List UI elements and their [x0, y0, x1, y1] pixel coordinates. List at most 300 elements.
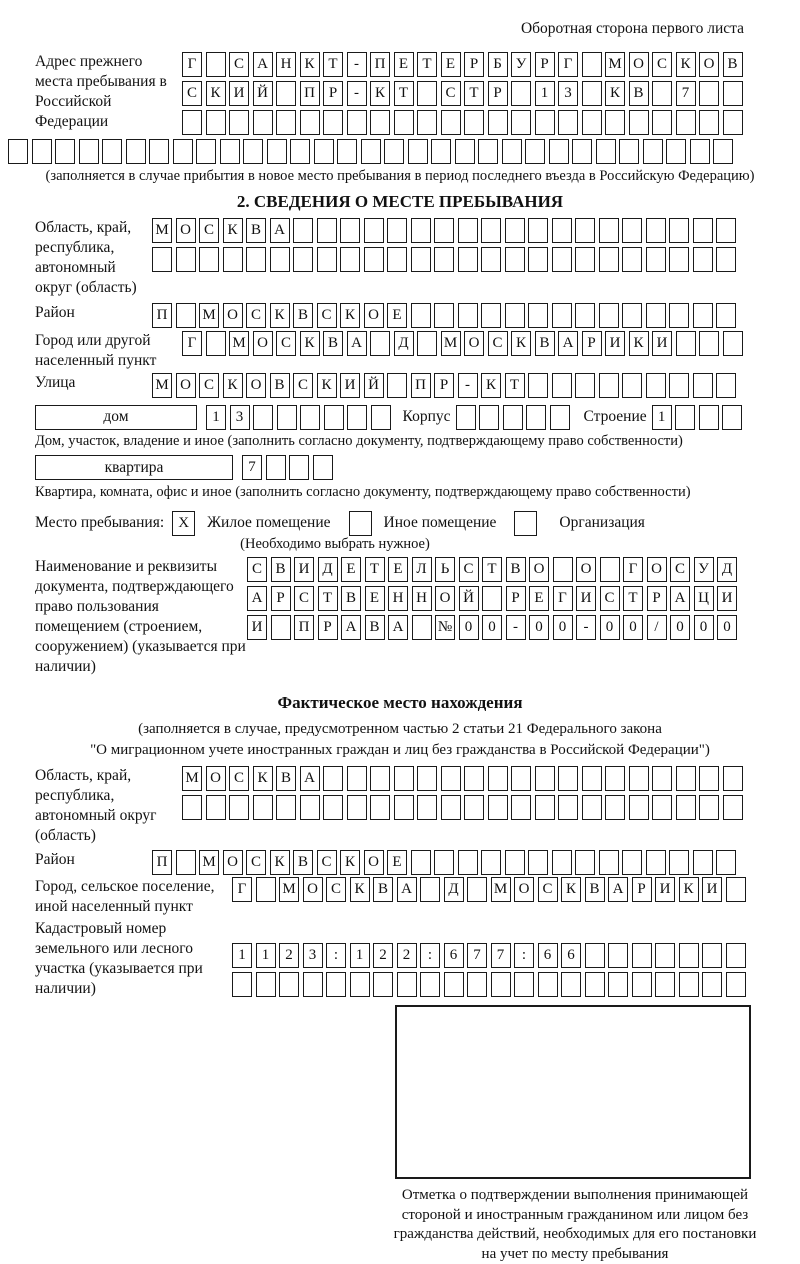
char-cell[interactable]	[599, 218, 619, 243]
char-cell[interactable]: В	[723, 52, 743, 77]
char-cell[interactable]: Т	[394, 81, 414, 106]
char-cell[interactable]	[370, 766, 390, 791]
char-cell[interactable]	[256, 972, 276, 997]
char-cell[interactable]	[558, 766, 578, 791]
char-cell[interactable]	[582, 795, 602, 820]
char-cell[interactable]: К	[206, 81, 226, 106]
char-cell[interactable]	[514, 972, 534, 997]
checkbox-org[interactable]	[514, 511, 537, 536]
char-cell[interactable]	[317, 218, 337, 243]
char-cell[interactable]	[434, 218, 454, 243]
char-cell[interactable]	[481, 247, 501, 272]
char-cell[interactable]	[622, 850, 642, 875]
char-cell[interactable]: Т	[417, 52, 437, 77]
char-cell[interactable]: 7	[242, 455, 262, 480]
char-cell[interactable]	[655, 972, 675, 997]
char-cell[interactable]: 0	[459, 615, 479, 640]
char-cell[interactable]: 6	[561, 943, 581, 968]
char-cell[interactable]	[552, 247, 572, 272]
char-cell[interactable]	[552, 850, 572, 875]
char-cell[interactable]	[669, 850, 689, 875]
char-cell[interactable]	[632, 943, 652, 968]
char-cell[interactable]	[481, 303, 501, 328]
char-cell[interactable]	[561, 972, 581, 997]
char-cell[interactable]	[723, 110, 743, 135]
char-cell[interactable]: С	[182, 81, 202, 106]
char-cell[interactable]	[412, 615, 432, 640]
char-cell[interactable]	[441, 766, 461, 791]
char-cell[interactable]: Р	[323, 81, 343, 106]
char-cell[interactable]: В	[629, 81, 649, 106]
char-cell[interactable]	[290, 139, 310, 164]
char-cell[interactable]	[652, 81, 672, 106]
char-cell[interactable]: К	[350, 877, 370, 902]
char-cell[interactable]: А	[300, 766, 320, 791]
char-cell[interactable]: К	[561, 877, 581, 902]
char-cell[interactable]: К	[340, 303, 360, 328]
char-cell[interactable]	[394, 795, 414, 820]
char-cell[interactable]: А	[270, 218, 290, 243]
char-cell[interactable]: 0	[529, 615, 549, 640]
char-cell[interactable]: К	[317, 373, 337, 398]
char-cell[interactable]	[323, 795, 343, 820]
char-cell[interactable]	[716, 218, 736, 243]
char-cell[interactable]: -	[347, 52, 367, 77]
char-cell[interactable]: О	[246, 373, 266, 398]
char-cell[interactable]	[455, 139, 475, 164]
char-cell[interactable]: 2	[279, 943, 299, 968]
char-cell[interactable]	[723, 795, 743, 820]
char-cell[interactable]: Е	[388, 557, 408, 582]
char-cell[interactable]	[253, 405, 273, 430]
char-cell[interactable]: О	[223, 850, 243, 875]
char-cell[interactable]	[726, 972, 746, 997]
char-cell[interactable]	[582, 110, 602, 135]
char-cell[interactable]: О	[253, 331, 273, 356]
char-cell[interactable]	[491, 972, 511, 997]
char-cell[interactable]	[528, 373, 548, 398]
char-cell[interactable]	[420, 972, 440, 997]
char-cell[interactable]: Й	[459, 586, 479, 611]
char-cell[interactable]: С	[538, 877, 558, 902]
char-cell[interactable]	[300, 110, 320, 135]
char-cell[interactable]	[397, 972, 417, 997]
char-cell[interactable]	[503, 405, 523, 430]
char-cell[interactable]: П	[300, 81, 320, 106]
char-cell[interactable]	[585, 972, 605, 997]
char-cell[interactable]	[632, 972, 652, 997]
char-cell[interactable]: Е	[387, 850, 407, 875]
char-cell[interactable]: С	[600, 586, 620, 611]
char-cell[interactable]	[549, 139, 569, 164]
char-cell[interactable]	[646, 218, 666, 243]
char-cell[interactable]	[79, 139, 99, 164]
char-cell[interactable]: П	[152, 850, 172, 875]
char-cell[interactable]	[716, 303, 736, 328]
char-cell[interactable]	[220, 139, 240, 164]
char-cell[interactable]	[599, 850, 619, 875]
char-cell[interactable]: 1	[350, 943, 370, 968]
char-cell[interactable]	[317, 247, 337, 272]
char-cell[interactable]	[575, 303, 595, 328]
char-cell[interactable]: Р	[434, 373, 454, 398]
char-cell[interactable]	[337, 139, 357, 164]
char-cell[interactable]: М	[229, 331, 249, 356]
char-cell[interactable]: О	[176, 373, 196, 398]
char-cell[interactable]: Т	[365, 557, 385, 582]
char-cell[interactable]: О	[223, 303, 243, 328]
char-cell[interactable]	[55, 139, 75, 164]
char-cell[interactable]: Е	[341, 557, 361, 582]
char-cell[interactable]	[528, 218, 548, 243]
char-cell[interactable]	[176, 247, 196, 272]
char-cell[interactable]: П	[370, 52, 390, 77]
char-cell[interactable]: 0	[717, 615, 737, 640]
char-cell[interactable]: О	[303, 877, 323, 902]
char-cell[interactable]: Н	[388, 586, 408, 611]
char-cell[interactable]: И	[294, 557, 314, 582]
char-cell[interactable]	[575, 247, 595, 272]
char-cell[interactable]	[535, 766, 555, 791]
char-cell[interactable]: Т	[505, 373, 525, 398]
char-cell[interactable]	[608, 943, 628, 968]
char-cell[interactable]	[267, 139, 287, 164]
char-cell[interactable]: И	[605, 331, 625, 356]
char-cell[interactable]	[478, 139, 498, 164]
char-cell[interactable]	[323, 766, 343, 791]
char-cell[interactable]	[271, 615, 291, 640]
char-cell[interactable]: П	[152, 303, 172, 328]
char-cell[interactable]	[585, 943, 605, 968]
char-cell[interactable]: К	[605, 81, 625, 106]
char-cell[interactable]	[206, 331, 226, 356]
char-cell[interactable]: Е	[441, 52, 461, 77]
char-cell[interactable]: К	[223, 218, 243, 243]
char-cell[interactable]: С	[229, 52, 249, 77]
char-cell[interactable]	[384, 139, 404, 164]
char-cell[interactable]	[464, 766, 484, 791]
char-cell[interactable]: Т	[482, 557, 502, 582]
char-cell[interactable]	[276, 795, 296, 820]
char-cell[interactable]	[206, 110, 226, 135]
char-cell[interactable]	[303, 972, 323, 997]
char-cell[interactable]	[699, 766, 719, 791]
char-cell[interactable]: Г	[182, 52, 202, 77]
char-cell[interactable]: И	[655, 877, 675, 902]
char-cell[interactable]: К	[253, 766, 273, 791]
char-cell[interactable]: :	[326, 943, 346, 968]
char-cell[interactable]: К	[300, 331, 320, 356]
char-cell[interactable]: М	[182, 766, 202, 791]
char-cell[interactable]	[467, 877, 487, 902]
char-cell[interactable]	[126, 139, 146, 164]
char-cell[interactable]	[552, 303, 572, 328]
char-cell[interactable]	[599, 373, 619, 398]
char-cell[interactable]	[575, 850, 595, 875]
char-cell[interactable]	[596, 139, 616, 164]
char-cell[interactable]: В	[373, 877, 393, 902]
char-cell[interactable]: О	[514, 877, 534, 902]
char-cell[interactable]	[646, 303, 666, 328]
char-cell[interactable]	[456, 405, 476, 430]
char-cell[interactable]: О	[364, 303, 384, 328]
char-cell[interactable]: С	[326, 877, 346, 902]
char-cell[interactable]	[350, 972, 370, 997]
char-cell[interactable]	[538, 972, 558, 997]
char-cell[interactable]	[702, 972, 722, 997]
char-cell[interactable]: 0	[623, 615, 643, 640]
char-cell[interactable]: Е	[387, 303, 407, 328]
char-cell[interactable]: :	[420, 943, 440, 968]
char-cell[interactable]	[411, 247, 431, 272]
char-cell[interactable]	[300, 405, 320, 430]
char-cell[interactable]	[629, 110, 649, 135]
char-cell[interactable]: 7	[491, 943, 511, 968]
char-cell[interactable]	[276, 110, 296, 135]
char-cell[interactable]: И	[652, 331, 672, 356]
char-cell[interactable]: К	[370, 81, 390, 106]
char-cell[interactable]: И	[229, 81, 249, 106]
char-cell[interactable]: М	[199, 303, 219, 328]
char-cell[interactable]: С	[317, 303, 337, 328]
char-cell[interactable]	[679, 972, 699, 997]
char-cell[interactable]: У	[511, 52, 531, 77]
char-cell[interactable]	[256, 877, 276, 902]
char-cell[interactable]	[726, 943, 746, 968]
char-cell[interactable]: Т	[623, 586, 643, 611]
char-cell[interactable]	[676, 795, 696, 820]
char-cell[interactable]: О	[176, 218, 196, 243]
char-cell[interactable]	[199, 247, 219, 272]
char-cell[interactable]: С	[246, 303, 266, 328]
char-cell[interactable]: О	[206, 766, 226, 791]
char-cell[interactable]	[676, 110, 696, 135]
char-cell[interactable]: 1	[232, 943, 252, 968]
char-cell[interactable]: -	[576, 615, 596, 640]
char-cell[interactable]	[371, 405, 391, 430]
char-cell[interactable]	[394, 766, 414, 791]
char-cell[interactable]: -	[506, 615, 526, 640]
char-cell[interactable]	[434, 303, 454, 328]
char-cell[interactable]	[387, 247, 407, 272]
char-cell[interactable]	[196, 139, 216, 164]
char-cell[interactable]: 3	[558, 81, 578, 106]
char-cell[interactable]	[676, 766, 696, 791]
char-cell[interactable]	[373, 972, 393, 997]
char-cell[interactable]: А	[347, 331, 367, 356]
char-cell[interactable]	[693, 850, 713, 875]
char-cell[interactable]: -	[458, 373, 478, 398]
char-cell[interactable]	[434, 247, 454, 272]
char-cell[interactable]	[676, 331, 696, 356]
char-cell[interactable]	[525, 139, 545, 164]
char-cell[interactable]	[408, 139, 428, 164]
char-cell[interactable]	[605, 110, 625, 135]
char-cell[interactable]: А	[608, 877, 628, 902]
char-cell[interactable]	[279, 972, 299, 997]
char-cell[interactable]: С	[276, 331, 296, 356]
char-cell[interactable]: В	[535, 331, 555, 356]
char-cell[interactable]	[266, 455, 286, 480]
char-cell[interactable]	[511, 81, 531, 106]
char-cell[interactable]: Р	[271, 586, 291, 611]
char-cell[interactable]	[699, 405, 719, 430]
char-cell[interactable]	[723, 766, 743, 791]
char-cell[interactable]	[552, 373, 572, 398]
char-cell[interactable]: Ц	[694, 586, 714, 611]
char-cell[interactable]	[599, 303, 619, 328]
char-cell[interactable]: Г	[182, 331, 202, 356]
char-cell[interactable]	[417, 81, 437, 106]
char-cell[interactable]	[340, 247, 360, 272]
char-cell[interactable]: Р	[632, 877, 652, 902]
char-cell[interactable]	[526, 405, 546, 430]
char-cell[interactable]: Ь	[435, 557, 455, 582]
char-cell[interactable]	[411, 850, 431, 875]
char-cell[interactable]	[693, 247, 713, 272]
char-cell[interactable]	[505, 247, 525, 272]
char-cell[interactable]: Г	[232, 877, 252, 902]
char-cell[interactable]: К	[300, 52, 320, 77]
char-cell[interactable]: О	[464, 331, 484, 356]
char-cell[interactable]	[464, 110, 484, 135]
char-cell[interactable]	[176, 850, 196, 875]
char-cell[interactable]	[289, 455, 309, 480]
char-cell[interactable]: -	[347, 81, 367, 106]
char-cell[interactable]	[629, 795, 649, 820]
char-cell[interactable]	[206, 795, 226, 820]
char-cell[interactable]	[669, 247, 689, 272]
char-cell[interactable]: К	[340, 850, 360, 875]
char-cell[interactable]: В	[246, 218, 266, 243]
char-cell[interactable]: Е	[365, 586, 385, 611]
char-cell[interactable]: 7	[676, 81, 696, 106]
char-cell[interactable]	[511, 795, 531, 820]
char-cell[interactable]: К	[629, 331, 649, 356]
char-cell[interactable]	[417, 110, 437, 135]
char-cell[interactable]: О	[699, 52, 719, 77]
char-cell[interactable]: В	[341, 586, 361, 611]
char-cell[interactable]	[622, 218, 642, 243]
char-cell[interactable]: У	[694, 557, 714, 582]
char-cell[interactable]	[722, 405, 742, 430]
char-cell[interactable]	[535, 110, 555, 135]
char-cell[interactable]: С	[317, 850, 337, 875]
char-cell[interactable]	[622, 247, 642, 272]
char-cell[interactable]	[277, 405, 297, 430]
char-cell[interactable]	[690, 139, 710, 164]
char-cell[interactable]: А	[341, 615, 361, 640]
char-cell[interactable]	[182, 110, 202, 135]
char-cell[interactable]: В	[270, 373, 290, 398]
char-cell[interactable]: В	[365, 615, 385, 640]
char-cell[interactable]	[629, 766, 649, 791]
char-cell[interactable]	[441, 795, 461, 820]
char-cell[interactable]	[608, 972, 628, 997]
char-cell[interactable]	[646, 850, 666, 875]
apartment-type-box[interactable]: квартира	[35, 455, 233, 480]
char-cell[interactable]: Р	[535, 52, 555, 77]
char-cell[interactable]	[599, 247, 619, 272]
char-cell[interactable]: 7	[467, 943, 487, 968]
char-cell[interactable]: И	[247, 615, 267, 640]
char-cell[interactable]	[643, 139, 663, 164]
char-cell[interactable]: М	[152, 373, 172, 398]
char-cell[interactable]	[723, 331, 743, 356]
char-cell[interactable]	[572, 139, 592, 164]
char-cell[interactable]	[528, 303, 548, 328]
char-cell[interactable]: С	[488, 331, 508, 356]
char-cell[interactable]: С	[293, 373, 313, 398]
char-cell[interactable]: 2	[397, 943, 417, 968]
char-cell[interactable]	[300, 795, 320, 820]
char-cell[interactable]	[605, 795, 625, 820]
char-cell[interactable]: А	[670, 586, 690, 611]
checkbox-inoe[interactable]	[349, 511, 372, 536]
char-cell[interactable]: Г	[553, 586, 573, 611]
char-cell[interactable]	[229, 110, 249, 135]
char-cell[interactable]	[669, 373, 689, 398]
char-cell[interactable]: Е	[394, 52, 414, 77]
char-cell[interactable]	[364, 218, 384, 243]
char-cell[interactable]: Т	[464, 81, 484, 106]
char-cell[interactable]: 0	[694, 615, 714, 640]
char-cell[interactable]	[723, 81, 743, 106]
char-cell[interactable]: П	[294, 615, 314, 640]
char-cell[interactable]: Н	[412, 586, 432, 611]
char-cell[interactable]	[505, 218, 525, 243]
char-cell[interactable]	[481, 218, 501, 243]
char-cell[interactable]: С	[247, 557, 267, 582]
char-cell[interactable]	[102, 139, 122, 164]
char-cell[interactable]: 1	[652, 405, 672, 430]
char-cell[interactable]	[693, 303, 713, 328]
char-cell[interactable]	[693, 218, 713, 243]
char-cell[interactable]: М	[491, 877, 511, 902]
char-cell[interactable]: К	[511, 331, 531, 356]
char-cell[interactable]: И	[576, 586, 596, 611]
char-cell[interactable]: Р	[318, 615, 338, 640]
char-cell[interactable]	[575, 218, 595, 243]
char-cell[interactable]	[481, 850, 501, 875]
char-cell[interactable]: Д	[444, 877, 464, 902]
char-cell[interactable]: М	[152, 218, 172, 243]
char-cell[interactable]	[370, 795, 390, 820]
char-cell[interactable]	[173, 139, 193, 164]
char-cell[interactable]	[458, 247, 478, 272]
char-cell[interactable]	[253, 795, 273, 820]
char-cell[interactable]	[699, 331, 719, 356]
char-cell[interactable]	[488, 795, 508, 820]
char-cell[interactable]: М	[605, 52, 625, 77]
char-cell[interactable]: С	[199, 218, 219, 243]
char-cell[interactable]: 0	[482, 615, 502, 640]
char-cell[interactable]	[176, 303, 196, 328]
char-cell[interactable]: С	[652, 52, 672, 77]
char-cell[interactable]	[152, 247, 172, 272]
char-cell[interactable]: Й	[253, 81, 273, 106]
char-cell[interactable]	[582, 81, 602, 106]
char-cell[interactable]: С	[294, 586, 314, 611]
char-cell[interactable]	[444, 972, 464, 997]
char-cell[interactable]: Л	[412, 557, 432, 582]
char-cell[interactable]: Д	[394, 331, 414, 356]
char-cell[interactable]: О	[364, 850, 384, 875]
char-cell[interactable]: Р	[582, 331, 602, 356]
char-cell[interactable]	[553, 557, 573, 582]
char-cell[interactable]: Т	[323, 52, 343, 77]
char-cell[interactable]: 1	[535, 81, 555, 106]
